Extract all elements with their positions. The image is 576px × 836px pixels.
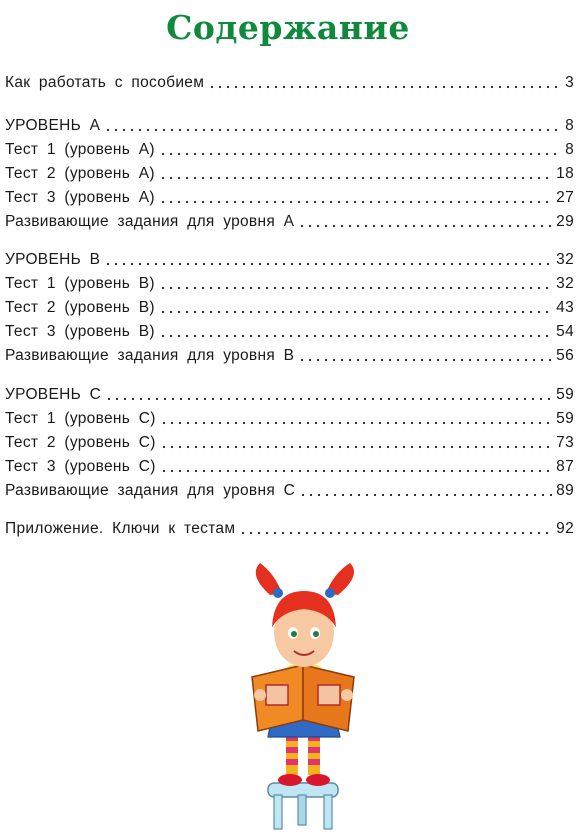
toc-entry-page: 56 (556, 347, 574, 364)
toc-entry-label: Тест 3 (уровень С) (5, 458, 156, 475)
page-title: Содержание (166, 8, 410, 47)
toc-entry-label: Тест 2 (уровень С) (5, 434, 156, 451)
toc-dot-leader (208, 85, 561, 89)
toc-entry[interactable] (5, 185, 574, 207)
toc-entry-page: 27 (556, 189, 574, 206)
toc-dot-leader (160, 469, 553, 473)
toc-entry-page: 43 (556, 299, 574, 316)
toc-entry-label: Развивающие задания для уровня С (5, 482, 296, 499)
toc-entry-label: Тест 1 (уровень С) (5, 410, 156, 427)
toc-entry-label: Тест 2 (уровень В) (5, 299, 155, 316)
toc-entry[interactable] (5, 319, 574, 341)
toc-dot-leader (104, 128, 561, 132)
toc-entry[interactable] (5, 454, 574, 476)
toc-entry[interactable] (5, 382, 574, 404)
toc-dot-leader (298, 224, 552, 228)
toc-dot-leader (104, 262, 552, 266)
toc-entry[interactable] (5, 137, 574, 159)
toc-dot-leader (159, 286, 552, 290)
toc-entry-label: Тест 3 (уровень В) (5, 323, 155, 340)
girl-reading-book-on-stool-icon (230, 555, 380, 835)
toc-dot-leader (159, 334, 552, 338)
toc-entry-label: УРОВЕНЬ В (5, 251, 101, 268)
toc-entry-page: 59 (556, 386, 574, 403)
toc-entry-page: 8 (565, 117, 574, 134)
toc-dot-leader (239, 531, 552, 535)
toc-entry-page: 18 (556, 165, 574, 182)
toc-entry[interactable] (5, 295, 574, 317)
toc-entry-label: Тест 1 (уровень В) (5, 275, 155, 292)
toc-entry-label: Тест 2 (уровень А) (5, 165, 155, 182)
toc-entry[interactable] (5, 478, 574, 500)
toc-dot-leader (159, 310, 552, 314)
toc-dot-leader (299, 493, 552, 497)
toc-dot-leader (298, 358, 552, 362)
toc-entry[interactable] (5, 406, 574, 428)
toc-entry-label: Развивающие задания для уровня А (5, 213, 295, 230)
toc-entry-page: 8 (565, 141, 574, 158)
toc-entry-page: 59 (556, 410, 574, 427)
toc-entry[interactable] (5, 247, 574, 269)
toc-entry-label: УРОВЕНЬ А (5, 117, 101, 134)
toc-entry-label: Приложение. Ключи к тестам (5, 520, 236, 537)
toc-entry-page: 3 (565, 74, 574, 91)
toc-entry-page: 73 (556, 434, 574, 451)
toc-entry-page: 29 (556, 213, 574, 230)
toc-entry[interactable] (5, 70, 574, 92)
toc-entry-label: Как работать с пособием (5, 74, 205, 91)
toc-entry-page: 92 (556, 520, 574, 537)
toc-entry-label: Тест 1 (уровень А) (5, 141, 155, 158)
toc-entry-page: 32 (556, 275, 574, 292)
toc-entry[interactable] (5, 271, 574, 293)
toc-dot-leader (159, 152, 561, 156)
toc-entry[interactable] (5, 209, 574, 231)
toc-dot-leader (160, 445, 553, 449)
toc-entry-label: Развивающие задания для уровня В (5, 347, 295, 364)
toc-entry[interactable] (5, 516, 574, 538)
toc-entry[interactable] (5, 113, 574, 135)
toc-entry[interactable] (5, 430, 574, 452)
toc-entry-page: 54 (556, 323, 574, 340)
toc-entry-label: УРОВЕНЬ С (5, 386, 102, 403)
toc-entry[interactable] (5, 161, 574, 183)
toc-dot-leader (159, 200, 552, 204)
toc-entry-label: Тест 3 (уровень А) (5, 189, 155, 206)
toc-entry-page: 89 (556, 482, 574, 499)
toc-dot-leader (160, 421, 553, 425)
toc-dot-leader (105, 397, 552, 401)
toc-entry-page: 87 (556, 458, 574, 475)
toc-entry[interactable] (5, 343, 574, 365)
toc-dot-leader (159, 176, 552, 180)
toc-entry-page: 32 (556, 251, 574, 268)
